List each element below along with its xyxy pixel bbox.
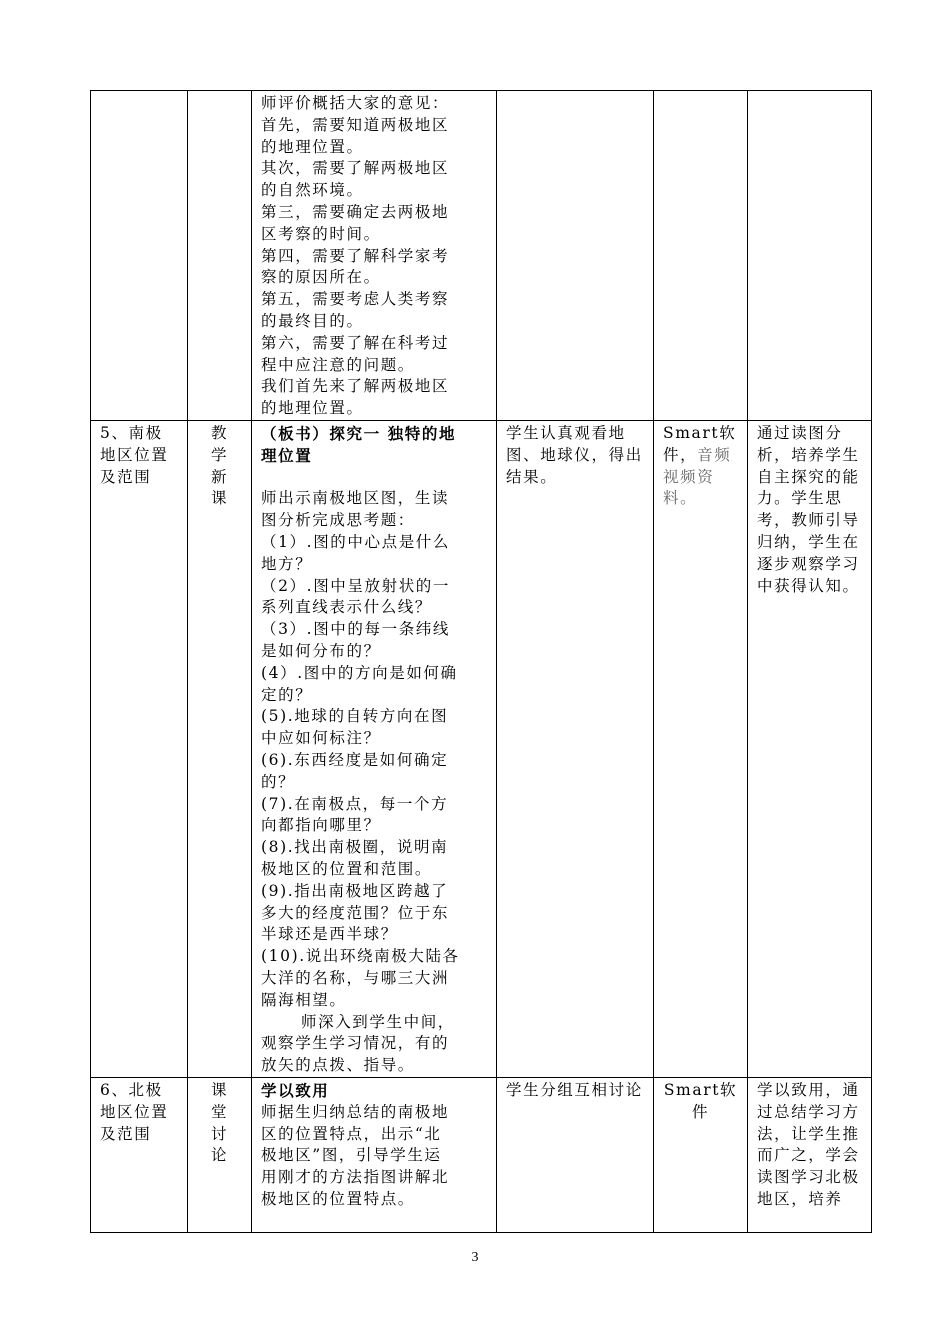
activity-line: 第五，需要考虑人类考察 xyxy=(261,290,450,309)
form-char: 课 xyxy=(210,1080,229,1099)
activity-line: 是如何分布的？ xyxy=(261,641,381,660)
activity-line: 师据生归纳总结的南极地 xyxy=(261,1102,450,1121)
activity-line: (7).在南极点，每一个方 xyxy=(261,794,449,813)
form-cell xyxy=(188,1077,252,1232)
activity-line: 师评价概括大家的意见： xyxy=(261,94,450,112)
activity-line: (6).东西经度是如何确定 xyxy=(261,750,449,769)
activity-line: 第三，需要确定去两极地 xyxy=(261,202,450,221)
table-row xyxy=(91,91,872,421)
activity-line: 图分析完成思考题： xyxy=(261,511,415,530)
section-cell: 6、北极地区位置及范围 xyxy=(91,1077,188,1232)
form-cell xyxy=(188,421,252,1078)
activity-line: 用刚才的方法指图讲解北 xyxy=(261,1168,450,1187)
activity-line: 多大的经度范围？位于东 xyxy=(261,903,450,922)
intent-cell: 通过读图分析，培养学生自主探究的能力。学生思考，教师引导归纳，学生在逐步观察学习中获得认知。 xyxy=(748,421,872,1078)
form-cell xyxy=(188,91,252,421)
activity-line: 区的位置特点，出示“北 xyxy=(261,1124,442,1143)
section-cell: 5、南极地区位置及范围 xyxy=(91,421,188,1078)
activity-line: 极地区”图，引导学生运 xyxy=(261,1146,442,1165)
activity-line: (4）.图中的方向是如何确 xyxy=(261,663,458,682)
form-char: 堂 xyxy=(210,1102,229,1121)
blank-line xyxy=(261,467,487,489)
form-char: 课 xyxy=(210,489,229,508)
activity-line: (9).指出南极地区跨越了 xyxy=(261,881,449,900)
activity-line: 向都指向哪里？ xyxy=(261,816,381,835)
media-cell: Smart软件 xyxy=(654,1077,748,1232)
form-char: 论 xyxy=(210,1146,229,1165)
section-cell xyxy=(91,91,188,421)
student-cell: 学生认真观看地图、地球仪，得出结果。 xyxy=(497,421,654,1078)
activity-line: 放矢的点拨、指导。 xyxy=(261,1056,415,1075)
activity-line: 察的原因所在。 xyxy=(261,268,381,287)
intent-cell: 学以致用，通过总结学习方法，让学生推而广之，学会读图学习北极地区，培养 xyxy=(748,1077,872,1232)
activity-heading: （板书）探究一 独特的地 xyxy=(261,424,457,443)
activity-heading: 学以致用 xyxy=(261,1080,330,1100)
media-av: 音频视频资料。 xyxy=(663,445,732,508)
activity-line: (10).说出环绕南极大陆各 xyxy=(261,947,460,966)
activity-line: 区考察的时间。 xyxy=(261,224,381,243)
activity-line: 极地区的位置特点。 xyxy=(261,1189,415,1208)
activity-line: 的地理位置。 xyxy=(261,137,364,156)
activity-line: 定的？ xyxy=(261,685,313,704)
activity-line: (5).地球的自转方向在图 xyxy=(261,707,449,726)
intent-cell xyxy=(748,91,872,421)
activity-line: 程中应注意的问题。 xyxy=(261,355,415,374)
activity-line: 其次，需要了解两极地区 xyxy=(261,159,450,178)
student-cell xyxy=(497,91,654,421)
form-char: 学 xyxy=(210,445,229,464)
form-char: 教 xyxy=(210,424,229,442)
activity-line: 师深入到学生中间， xyxy=(301,1012,455,1031)
table-row xyxy=(91,421,872,1078)
media-software: Smart软件， xyxy=(663,424,737,464)
activity-line: （3）.图中的每一条纬线 xyxy=(261,620,450,639)
student-cell: 学生分组互相讨论 xyxy=(497,1077,654,1232)
page-number: 3 xyxy=(471,1250,479,1265)
activity-line: 我们首先来了解两极地区 xyxy=(261,377,450,396)
activity-line: 极地区的位置和范围。 xyxy=(261,859,433,878)
activity-line: 半球还是西半球？ xyxy=(261,925,398,944)
media-cell xyxy=(654,421,748,1078)
table-row xyxy=(91,1077,872,1232)
activity-line: 的？ xyxy=(261,772,296,791)
activity-cell xyxy=(252,421,497,1078)
activity-cell xyxy=(252,91,497,421)
activity-line: （2）.图中呈放射状的一 xyxy=(261,576,450,595)
activity-line: 首先，需要知道两极地区 xyxy=(261,115,450,134)
activity-line: 隔海相望。 xyxy=(261,990,347,1009)
activity-line: 的最终目的。 xyxy=(261,311,364,330)
activity-line: 中应如何标注？ xyxy=(261,729,381,748)
activity-line: 大洋的名称，与哪三大洲 xyxy=(261,968,450,987)
lesson-plan-table xyxy=(90,90,872,1233)
activity-line: 第六，需要了解在科考过 xyxy=(261,333,450,352)
activity-line: 观察学生学习情况，有的 xyxy=(261,1034,450,1053)
activity-cell xyxy=(252,1077,497,1232)
activity-line: 的自然环境。 xyxy=(261,181,364,200)
activity-line: 第四，需要了解科学家考 xyxy=(261,246,450,265)
activity-line: 的地理位置。 xyxy=(261,399,364,418)
activity-line: 系列直线表示什么线？ xyxy=(261,598,433,617)
activity-heading: 理位置 xyxy=(261,445,313,465)
activity-line: 地方？ xyxy=(261,554,313,573)
form-char: 新 xyxy=(210,467,229,486)
activity-line: （1）.图的中心点是什么 xyxy=(261,532,450,551)
media-cell xyxy=(654,91,748,421)
form-char: 讨 xyxy=(210,1124,229,1143)
activity-line: 师出示南极地区图，生读 xyxy=(261,489,450,508)
activity-line: (8).找出南极圈，说明南 xyxy=(261,838,449,857)
